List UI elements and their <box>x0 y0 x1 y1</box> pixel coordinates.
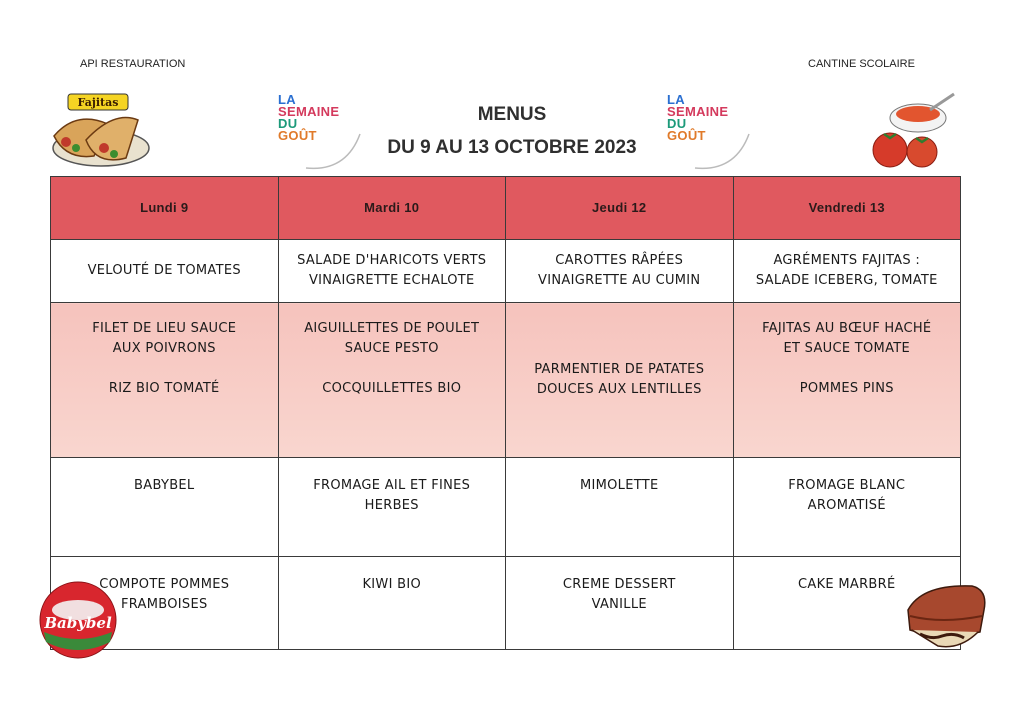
days-header-row <box>51 177 961 240</box>
fromage-row <box>51 458 961 557</box>
logo-line: DU <box>278 116 298 131</box>
babybel-logo <box>36 580 120 660</box>
day-header: Mardi 10 <box>278 177 506 240</box>
fromage-cell <box>506 458 734 557</box>
dish-line: VINAIGRETTE ECHALOTE <box>308 273 475 288</box>
page-subtitle: DU 9 AU 13 OCTOBRE 2023 <box>387 137 637 158</box>
menu-table <box>50 176 961 650</box>
fromage-cell <box>278 458 506 557</box>
cake-top <box>908 586 985 636</box>
dish-line: SAUCE PESTO <box>344 341 439 356</box>
tomato-dot <box>99 143 109 153</box>
dish-line: VINAIGRETTE AU CUMIN <box>538 273 701 288</box>
dessert-row <box>51 557 961 650</box>
logo-line: LA <box>667 92 685 107</box>
dish-line: VELOUTÉ DE TOMATES <box>87 263 241 278</box>
dish-line: BABYBEL <box>134 478 195 493</box>
dish-line: SALADE D'HARICOTS VERTS <box>297 253 487 268</box>
spoon-shape <box>930 94 954 110</box>
side-dish: COCQUILLETTES BIO <box>322 381 462 396</box>
semaine-du-gout-logo <box>665 94 755 174</box>
dish-line: DOUCES AUX LENTILLES <box>536 382 702 397</box>
dish-line: FROMAGE AIL ET FINES <box>313 478 471 493</box>
dish-line: AGRÉMENTS FAJITAS : <box>773 253 921 268</box>
logo-line: LA <box>278 92 296 107</box>
logo-line: GOÛT <box>667 128 706 143</box>
entree-cell <box>51 240 279 303</box>
plat-cell <box>506 303 734 458</box>
dish-line: CAKE MARBRÉ <box>798 577 896 592</box>
entree-cell <box>506 240 734 303</box>
logo-line: GOÛT <box>278 128 317 143</box>
fromage-cell <box>51 458 279 557</box>
logo-line: SEMAINE <box>278 104 340 119</box>
dessert-cell <box>278 557 506 650</box>
pepper-dot <box>72 144 80 152</box>
dish-line: COMPOTE POMMES <box>99 577 230 592</box>
day-header: Vendredi 13 <box>733 177 961 240</box>
plat-row <box>51 303 961 458</box>
fajitas-illustration <box>46 90 150 172</box>
dish-line: AROMATISÉ <box>807 498 886 513</box>
dish-line: HERBES <box>364 498 419 513</box>
dish-line: PARMENTIER DE PATATES <box>534 362 705 377</box>
dish-line: FILET DE LIEU SAUCE <box>92 321 237 336</box>
side-dish: POMMES PINS <box>799 381 894 396</box>
fajitas-label: Fajitas <box>77 96 119 109</box>
day-header: Lundi 9 <box>51 177 279 240</box>
logo-line: SEMAINE <box>667 104 729 119</box>
dish-line: CREME DESSERT <box>562 577 676 592</box>
dish-line: CAROTTES RÂPÉES <box>555 253 684 268</box>
dish-line: SALADE ICEBERG, TOMATE <box>755 273 938 288</box>
plat-cell <box>278 303 506 458</box>
babybel-label: Babybel <box>44 614 112 632</box>
dish-line: FRAMBOISES <box>120 597 208 612</box>
company-name: API RESTAURATION <box>80 58 186 70</box>
semaine-du-gout-logo <box>276 94 366 174</box>
fromage-cell <box>733 458 961 557</box>
dish-line: FROMAGE BLANC <box>788 478 906 493</box>
entree-row <box>51 240 961 303</box>
day-header: Jeudi 12 <box>506 177 734 240</box>
page-title: MENUS <box>477 104 547 125</box>
pepper-dot <box>110 150 118 158</box>
dessert-cell <box>506 557 734 650</box>
dish-line: MIMOLETTE <box>579 478 659 493</box>
dish-line: FAJITAS AU BŒUF HACHÉ <box>762 321 932 336</box>
dish-line: AUX POIVRONS <box>112 341 216 356</box>
tomato-dot <box>61 137 71 147</box>
dish-line: ET SAUCE TOMATE <box>783 341 911 356</box>
dish-line: AIGUILLETTES DE POULET <box>304 321 480 336</box>
entree-cell <box>733 240 961 303</box>
tomato-soup-illustration <box>866 88 962 174</box>
dish-line: KIWI BIO <box>362 577 422 592</box>
dish-line: VANILLE <box>591 597 647 612</box>
context-label: CANTINE SCOLAIRE <box>808 58 915 70</box>
cake-slice <box>912 630 978 647</box>
logo-line: DU <box>667 116 687 131</box>
marble-cake-illustration <box>902 580 990 652</box>
plat-cell <box>51 303 279 458</box>
entree-cell <box>278 240 506 303</box>
side-dish: RIZ BIO TOMATÉ <box>108 381 220 396</box>
plat-cell <box>733 303 961 458</box>
